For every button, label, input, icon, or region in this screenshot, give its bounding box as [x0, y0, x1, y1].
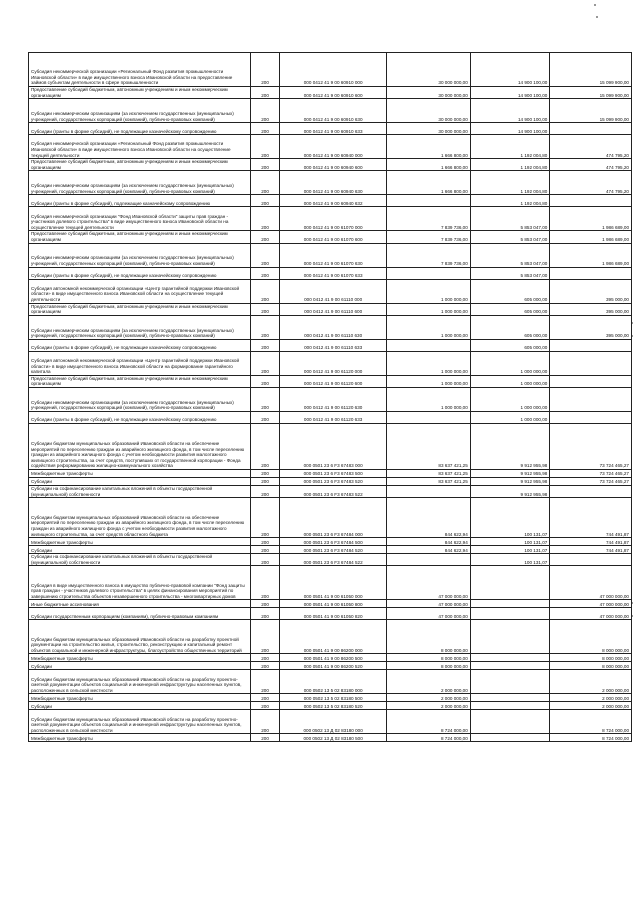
- table-row: [29, 477, 632, 485]
- row-line-code: 200: [250, 600, 279, 608]
- row-description: Субсидии (гранты в форме субсидий), не подлежащие казначейскому сопровождению: [29, 123, 251, 135]
- row-executed: 605 000,00: [470, 279, 550, 303]
- row-unexecuted: 395 000,00: [550, 303, 632, 315]
- row-approved: 2 000 000,00: [387, 694, 471, 702]
- row-line-code: 200: [250, 171, 279, 195]
- row-description: Субсидии: [29, 702, 251, 710]
- table-row: [29, 538, 632, 546]
- row-budget-code: 000 0412 41 9 00 61110 000: [280, 279, 387, 303]
- row-description: Субсидии на софинансирование капитальных вложений в объекты государственной (муниципальной) собственности: [29, 485, 251, 497]
- row-unexecuted: 1 986 689,00: [550, 231, 632, 243]
- row-description: Межбюджетные трансферты: [29, 469, 251, 477]
- row-description: Предоставление субсидий бюджетным, автономным учреждениям и иным некоммерческим организациям: [29, 87, 251, 99]
- row-approved: [387, 195, 471, 207]
- row-description: Субсидии государственным корпорациям (компаниям), публично-правовым компаниям: [29, 608, 251, 620]
- row-unexecuted: 47 000 000,00: [550, 600, 632, 608]
- table-row: [29, 87, 632, 99]
- row-unexecuted: 8 000 000,00: [550, 662, 632, 670]
- row-unexecuted: 8 724 000,00: [550, 710, 632, 734]
- row-executed: [470, 654, 550, 662]
- table-row: [29, 207, 632, 231]
- row-approved: 7 839 736,00: [387, 231, 471, 243]
- row-executed: 1 000 000,00: [470, 411, 550, 423]
- row-budget-code: 000 0412 41 9 00 60910 600: [280, 87, 387, 99]
- row-approved: 47 000 000,00: [387, 566, 471, 600]
- row-unexecuted: 1 986 689,00: [550, 243, 632, 267]
- table-row: [29, 375, 632, 387]
- row-approved: 844 622,94: [387, 546, 471, 554]
- row-line-code: 200: [250, 662, 279, 670]
- table-row: [29, 670, 632, 694]
- row-description: Субсидии некоммерческим организациям (за исключением государственных (муниципальных) учреждений, государственных корпораций (компаний), публично-правовых компаний): [29, 99, 251, 123]
- row-line-code: 200: [250, 538, 279, 546]
- row-executed: 605 000,00: [470, 315, 550, 339]
- row-budget-code: 000 0412 41 9 00 60910 633: [280, 123, 387, 135]
- row-line-code: 200: [250, 411, 279, 423]
- row-executed: 9 912 955,98: [470, 477, 550, 485]
- row-line-code: 200: [250, 123, 279, 135]
- row-line-code: 200: [250, 554, 279, 566]
- row-line-code: 200: [250, 546, 279, 554]
- row-budget-code: 000 0501 41 9 00 86200 520: [280, 662, 387, 670]
- row-approved: 2 000 000,00: [387, 670, 471, 694]
- table-row: [29, 53, 632, 87]
- table-row: [29, 279, 632, 303]
- row-executed: 1 000 000,00: [470, 387, 550, 411]
- row-executed: [470, 608, 550, 620]
- row-unexecuted: 744 491,87: [550, 546, 632, 554]
- row-approved: 1 000 000,00: [387, 279, 471, 303]
- row-executed: [470, 734, 550, 742]
- row-executed: 5 853 047,00: [470, 231, 550, 243]
- row-executed: [470, 662, 550, 670]
- table-row: [29, 485, 632, 497]
- row-approved: 8 724 000,00: [387, 734, 471, 742]
- row-executed: 14 900 100,00: [470, 99, 550, 123]
- row-budget-code: 000 0412 41 9 00 61110 633: [280, 339, 387, 351]
- row-budget-code: 000 0501 41 9 00 61050 000: [280, 566, 387, 600]
- row-approved: [387, 554, 471, 566]
- row-budget-code: 000 0501 23 6 F3 67483 000: [280, 423, 387, 469]
- table-row: [29, 99, 632, 123]
- row-executed: [470, 670, 550, 694]
- row-unexecuted: 474 795,20: [550, 159, 632, 171]
- row-line-code: 200: [250, 267, 279, 279]
- row-approved: 30 000 000,00: [387, 99, 471, 123]
- row-executed: 14 900 100,00: [470, 123, 550, 135]
- row-budget-code: 000 0412 41 9 00 60940 632: [280, 195, 387, 207]
- row-description: Субсидии некоммерческим организациям (за исключением государственных (муниципальных) учреждений, государственных корпораций (компаний), публично-правовых компаний): [29, 243, 251, 267]
- row-budget-code: 000 0502 13 Д 02 83180 500: [280, 734, 387, 742]
- row-line-code: 200: [250, 87, 279, 99]
- row-description: Субсидии (гранты в форме субсидий), не подлежащие казначейскому сопровождению: [29, 339, 251, 351]
- row-description: Межбюджетные трансферты: [29, 734, 251, 742]
- row-description: Предоставление субсидий бюджетным, автономным учреждениям и иным некоммерческим организациям: [29, 375, 251, 387]
- row-unexecuted: 73 724 465,27: [550, 423, 632, 469]
- row-description: Предоставление субсидий бюджетным, автономным учреждениям и иным некоммерческим организациям: [29, 231, 251, 243]
- table-row: [29, 339, 632, 351]
- row-budget-code: 000 0412 41 9 00 61120 000: [280, 351, 387, 375]
- row-budget-code: 000 0501 41 9 00 61050 820: [280, 608, 387, 620]
- table-row: [29, 411, 632, 423]
- table-row: [29, 702, 632, 710]
- row-executed: [470, 566, 550, 600]
- row-budget-code: 000 0501 41 9 00 61050 800: [280, 600, 387, 608]
- row-unexecuted: 8 000 000,00: [550, 654, 632, 662]
- row-description: Субсидии бюджетам муниципальных образований Ивановской области на разработку проектной документации на строительство жилья, строительство, реконструкцию и капитальный ремонт объектов социальной и инженерной инфраструктуры, благоустройство общественных территорий: [29, 620, 251, 654]
- row-unexecuted: [550, 387, 632, 411]
- row-approved: 1 000 000,00: [387, 387, 471, 411]
- row-executed: 1 192 004,80: [470, 159, 550, 171]
- table-row: [29, 195, 632, 207]
- row-approved: 844 622,94: [387, 538, 471, 546]
- row-unexecuted: 395 000,00: [550, 315, 632, 339]
- row-line-code: 200: [250, 620, 279, 654]
- row-description: Иные бюджетные ассигнования: [29, 600, 251, 608]
- row-approved: 47 000 000,00: [387, 608, 471, 620]
- table-row: [29, 159, 632, 171]
- row-budget-code: 000 0501 23 6 F3 67483 522: [280, 485, 387, 497]
- row-budget-code: 000 0412 41 9 00 61070 600: [280, 231, 387, 243]
- scan-speck: [594, 4, 596, 6]
- row-executed: 9 912 955,98: [470, 423, 550, 469]
- row-line-code: 200: [250, 670, 279, 694]
- row-unexecuted: 8 000 000,00: [550, 620, 632, 654]
- row-budget-code: 000 0501 41 9 00 86200 500: [280, 654, 387, 662]
- row-unexecuted: [550, 554, 632, 566]
- row-description: Субсидии бюджетам муниципальных образований Ивановской области на разработку проектно-сметной документации объектов социальной и инженерной инфраструктуры населенных пунктов, расположенных в сельской местности: [29, 710, 251, 734]
- row-approved: 8 000 000,00: [387, 662, 471, 670]
- row-description: Субсидии: [29, 477, 251, 485]
- row-line-code: 200: [250, 423, 279, 469]
- budget-execution-table: [28, 52, 632, 742]
- row-executed: [470, 694, 550, 702]
- row-description: Предоставление субсидий бюджетным, автономным учреждениям и иным некоммерческим организациям: [29, 159, 251, 171]
- row-line-code: 200: [250, 608, 279, 620]
- row-approved: 1 000 000,00: [387, 315, 471, 339]
- row-approved: 8 724 000,00: [387, 710, 471, 734]
- row-description: Субсидия в виде имущественного взноса в имущество публично-правовой компании "Фонд защиты прав граждан - участников долевого строительства" в целях финансирования мероприятий по завершению строительства объектов незавершенного строительства - многоквартирных домов: [29, 566, 251, 600]
- row-budget-code: 000 0412 41 9 00 60940 600: [280, 159, 387, 171]
- row-executed: 5 853 047,00: [470, 207, 550, 231]
- row-executed: [470, 600, 550, 608]
- row-approved: 8 000 000,00: [387, 654, 471, 662]
- row-unexecuted: 73 724 465,27: [550, 469, 632, 477]
- row-line-code: 200: [250, 702, 279, 710]
- row-unexecuted: 15 099 900,00: [550, 87, 632, 99]
- row-unexecuted: [550, 351, 632, 375]
- row-line-code: 200: [250, 303, 279, 315]
- row-budget-code: 000 0412 41 9 00 61110 630: [280, 315, 387, 339]
- row-description: Субсидии: [29, 662, 251, 670]
- row-description: Субсидии (гранты в форме субсидий), подлежащие казначейскому сопровождению: [29, 195, 251, 207]
- row-description: Субсидии бюджетам муниципальных образований Ивановской области на обеспечение мероприятий по переселению граждан из аварийного жилищного фонда, в том числе переселению граждан из аварийного жилищного фонда с учетом необходимости развития малоэтажного жилищного строительства, за счет средств областного бюджета: [29, 498, 251, 538]
- row-approved: 1 000 000,00: [387, 303, 471, 315]
- row-approved: 1 666 800,00: [387, 135, 471, 159]
- row-unexecuted: [550, 195, 632, 207]
- row-line-code: 200: [250, 99, 279, 123]
- row-budget-code: 000 0412 41 9 00 60910 630: [280, 99, 387, 123]
- table-row: [29, 231, 632, 243]
- table-row: [29, 423, 632, 469]
- row-executed: 100 131,07: [470, 498, 550, 538]
- row-budget-code: 000 0412 41 9 00 60910 000: [280, 53, 387, 87]
- row-approved: 83 637 421,25: [387, 423, 471, 469]
- row-budget-code: 000 0412 41 9 00 61110 600: [280, 303, 387, 315]
- row-executed: 100 131,07: [470, 538, 550, 546]
- row-unexecuted: [550, 375, 632, 387]
- row-unexecuted: 73 724 465,27: [550, 477, 632, 485]
- row-executed: [470, 620, 550, 654]
- row-approved: 1 666 800,00: [387, 171, 471, 195]
- row-unexecuted: [550, 123, 632, 135]
- row-unexecuted: 15 099 900,00: [550, 53, 632, 87]
- row-approved: 83 637 421,25: [387, 469, 471, 477]
- row-description: Субсидии некоммерческим организациям (за исключением государственных (муниципальных) учреждений, государственных корпораций (компаний), публично-правовых компаний): [29, 387, 251, 411]
- row-line-code: 200: [250, 498, 279, 538]
- table-row: [29, 387, 632, 411]
- table-row: [29, 135, 632, 159]
- row-description: Субсидии (гранты в форме субсидий), не подлежащие казначейскому сопровождению: [29, 411, 251, 423]
- table-row: [29, 554, 632, 566]
- row-budget-code: 000 0412 41 9 00 61120 600: [280, 375, 387, 387]
- row-unexecuted: 1 986 689,00: [550, 207, 632, 231]
- row-unexecuted: 2 000 000,00: [550, 702, 632, 710]
- row-budget-code: 000 0501 23 6 F3 67484 520: [280, 546, 387, 554]
- row-line-code: 200: [250, 339, 279, 351]
- row-description: Межбюджетные трансферты: [29, 654, 251, 662]
- row-line-code: 200: [250, 469, 279, 477]
- row-approved: 8 000 000,00: [387, 620, 471, 654]
- row-executed: 605 000,00: [470, 303, 550, 315]
- table-row: [29, 303, 632, 315]
- row-line-code: 200: [250, 315, 279, 339]
- row-description: Субсидия автономной некоммерческой организации «Центр гарантийной поддержки Ивановской области» в виде имущественного взноса Ивановской области на осуществление текущей деятельности: [29, 279, 251, 303]
- row-line-code: 200: [250, 734, 279, 742]
- table-row: [29, 267, 632, 279]
- row-approved: 1 000 000,00: [387, 375, 471, 387]
- row-unexecuted: 474 795,20: [550, 135, 632, 159]
- row-line-code: 200: [250, 375, 279, 387]
- row-unexecuted: 2 000 000,00: [550, 694, 632, 702]
- row-line-code: 200: [250, 387, 279, 411]
- row-description: Субсидия некоммерческой организации «Региональный Фонд развития промышленности Ивановской области» в виде имущественного взноса Ивановской области на осуществление текущей деятельности: [29, 135, 251, 159]
- table-row: [29, 566, 632, 600]
- row-executed: 14 900 100,00: [470, 53, 550, 87]
- table-row: [29, 694, 632, 702]
- row-description: Субсидии: [29, 546, 251, 554]
- row-unexecuted: 474 795,20: [550, 171, 632, 195]
- row-unexecuted: [550, 267, 632, 279]
- row-line-code: 200: [250, 710, 279, 734]
- row-line-code: 200: [250, 477, 279, 485]
- row-budget-code: 000 0502 13 Д 02 83180 000: [280, 710, 387, 734]
- row-executed: [470, 710, 550, 734]
- row-approved: 30 000 000,00: [387, 123, 471, 135]
- row-approved: [387, 411, 471, 423]
- row-unexecuted: [550, 411, 632, 423]
- row-description: Предоставление субсидий бюджетным, автономным учреждениям и иным некоммерческим организациям: [29, 303, 251, 315]
- row-line-code: 200: [250, 195, 279, 207]
- row-budget-code: 000 0502 13 5 02 83180 520: [280, 702, 387, 710]
- row-unexecuted: 8 724 000,00: [550, 734, 632, 742]
- row-executed: 1 192 004,80: [470, 171, 550, 195]
- row-executed: 1 192 004,80: [470, 135, 550, 159]
- row-executed: 9 912 955,98: [470, 485, 550, 497]
- row-approved: 30 000 000,00: [387, 87, 471, 99]
- row-budget-code: 000 0501 23 6 F3 67484 522: [280, 554, 387, 566]
- row-approved: 1 666 800,00: [387, 159, 471, 171]
- row-line-code: 200: [250, 485, 279, 497]
- row-unexecuted: [550, 339, 632, 351]
- row-line-code: 200: [250, 694, 279, 702]
- row-approved: 7 839 736,00: [387, 243, 471, 267]
- row-line-code: 200: [250, 231, 279, 243]
- row-unexecuted: 2 000 000,00: [550, 670, 632, 694]
- row-budget-code: 000 0501 41 9 00 86200 000: [280, 620, 387, 654]
- row-executed: 9 912 955,98: [470, 469, 550, 477]
- row-executed: 1 192 004,80: [470, 195, 550, 207]
- table-row: [29, 469, 632, 477]
- row-executed: [470, 702, 550, 710]
- row-approved: 47 000 000,00: [387, 600, 471, 608]
- row-line-code: 200: [250, 279, 279, 303]
- row-line-code: 200: [250, 135, 279, 159]
- row-description: Субсидии некоммерческим организациям (за исключением государственных (муниципальных) учреждений, государственных корпораций (компаний), публично-правовых компаний): [29, 171, 251, 195]
- table-row: [29, 171, 632, 195]
- row-approved: 1 000 000,00: [387, 351, 471, 375]
- row-executed: 1 000 000,00: [470, 351, 550, 375]
- row-approved: 7 839 736,00: [387, 207, 471, 231]
- row-description: Субсидии бюджетам муниципальных образований Ивановской области на обеспечение мероприятий по переселению граждан из аварийного жилищного фонда, в том числе переселению граждан из аварийного жилищного фонда с учетом необходимости развития малоэтажного жилищного строительства, за счет средств, поступивших от государственной корпорации - Фонда содействия реформированию жилищно-коммунального хозяйства: [29, 423, 251, 469]
- row-approved: 844 622,94: [387, 498, 471, 538]
- row-description: Субсидия некоммерческой организации «Региональный Фонд развития промышленности Ивановской области» в виде имущественного взноса Ивановской области на предоставление займов субъектам деятельности в сфере промышленности: [29, 53, 251, 87]
- row-executed: 100 131,07: [470, 546, 550, 554]
- row-description: Субсидия некоммерческой организации "Фонд Ивановской области" защиты прав граждан - участников долевого строительства" в виде имущественного взноса Ивановской области на осуществление текущей деятельности: [29, 207, 251, 231]
- row-unexecuted: 744 491,87: [550, 538, 632, 546]
- row-unexecuted: 744 491,87: [550, 498, 632, 538]
- row-executed: 5 853 047,00: [470, 243, 550, 267]
- row-budget-code: 000 0502 13 5 02 83180 500: [280, 694, 387, 702]
- row-approved: 30 000 000,00: [387, 53, 471, 87]
- row-budget-code: 000 0412 41 9 00 61120 633: [280, 411, 387, 423]
- row-approved: 2 000 000,00: [387, 702, 471, 710]
- row-executed: 5 853 047,00: [470, 267, 550, 279]
- row-executed: 1 000 000,00: [470, 375, 550, 387]
- row-executed: 14 900 100,00: [470, 87, 550, 99]
- row-description: Субсидия автономной некоммерческой организации «Центр гарантийной поддержки Ивановской области» в виде имущественного взноса Ивановской области на формирование гарантийного капитала: [29, 351, 251, 375]
- table-row: [29, 123, 632, 135]
- table-row: [29, 734, 632, 742]
- row-line-code: 200: [250, 159, 279, 171]
- row-approved: [387, 339, 471, 351]
- table-row: [29, 608, 632, 620]
- row-description: Субсидии некоммерческим организациям (за исключением государственных (муниципальных) учреждений, государственных корпораций (компаний), публично-правовых компаний): [29, 315, 251, 339]
- table-row: [29, 315, 632, 339]
- row-unexecuted: 395 000,00: [550, 279, 632, 303]
- row-budget-code: 000 0501 23 6 F3 67484 500: [280, 538, 387, 546]
- row-unexecuted: [550, 485, 632, 497]
- row-approved: [387, 485, 471, 497]
- row-executed: 605 000,00: [470, 339, 550, 351]
- row-line-code: 200: [250, 351, 279, 375]
- row-budget-code: 000 0412 41 9 00 60940 630: [280, 171, 387, 195]
- row-unexecuted: 47 000 000,00: [550, 566, 632, 600]
- row-description: Субсидии (гранты в форме субсидий), не подлежащие казначейскому сопровождению: [29, 267, 251, 279]
- row-budget-code: 000 0412 41 9 00 61120 630: [280, 387, 387, 411]
- row-unexecuted: 47 000 000,00: [550, 608, 632, 620]
- table-row: [29, 710, 632, 734]
- row-line-code: 200: [250, 243, 279, 267]
- table-row: [29, 662, 632, 670]
- row-approved: 83 637 421,25: [387, 477, 471, 485]
- row-description: Межбюджетные трансферты: [29, 694, 251, 702]
- table-row: [29, 654, 632, 662]
- row-description: Субсидии на софинансирование капитальных вложений в объекты государственной (муниципальной) собственности: [29, 554, 251, 566]
- table-row: [29, 600, 632, 608]
- table-row: [29, 620, 632, 654]
- row-line-code: 200: [250, 566, 279, 600]
- row-line-code: 200: [250, 207, 279, 231]
- row-unexecuted: 15 099 900,00: [550, 99, 632, 123]
- table-row: [29, 498, 632, 538]
- row-budget-code: 000 0412 41 9 00 61070 630: [280, 243, 387, 267]
- table-row: [29, 546, 632, 554]
- row-line-code: 200: [250, 654, 279, 662]
- row-budget-code: 000 0501 23 6 F3 67483 520: [280, 477, 387, 485]
- row-budget-code: 000 0501 23 6 F3 67484 000: [280, 498, 387, 538]
- row-budget-code: 000 0412 41 9 00 60940 000: [280, 135, 387, 159]
- row-approved: [387, 267, 471, 279]
- scan-speck: [596, 16, 598, 18]
- table-row: [29, 243, 632, 267]
- row-budget-code: 000 0501 23 6 F3 67483 500: [280, 469, 387, 477]
- row-line-code: 200: [250, 53, 279, 87]
- row-budget-code: 000 0412 41 9 00 61070 633: [280, 267, 387, 279]
- row-description: Межбюджетные трансферты: [29, 538, 251, 546]
- row-budget-code: 000 0412 41 9 00 61070 000: [280, 207, 387, 231]
- row-executed: 100 131,07: [470, 554, 550, 566]
- row-description: Субсидии бюджетам муниципальных образований Ивановской области на разработку проектно-сметной документации объектов социальной и инженерной инфраструктуры населенных пунктов, расположенных в сельской местности: [29, 670, 251, 694]
- row-budget-code: 000 0502 13 5 02 83180 000: [280, 670, 387, 694]
- table-row: [29, 351, 632, 375]
